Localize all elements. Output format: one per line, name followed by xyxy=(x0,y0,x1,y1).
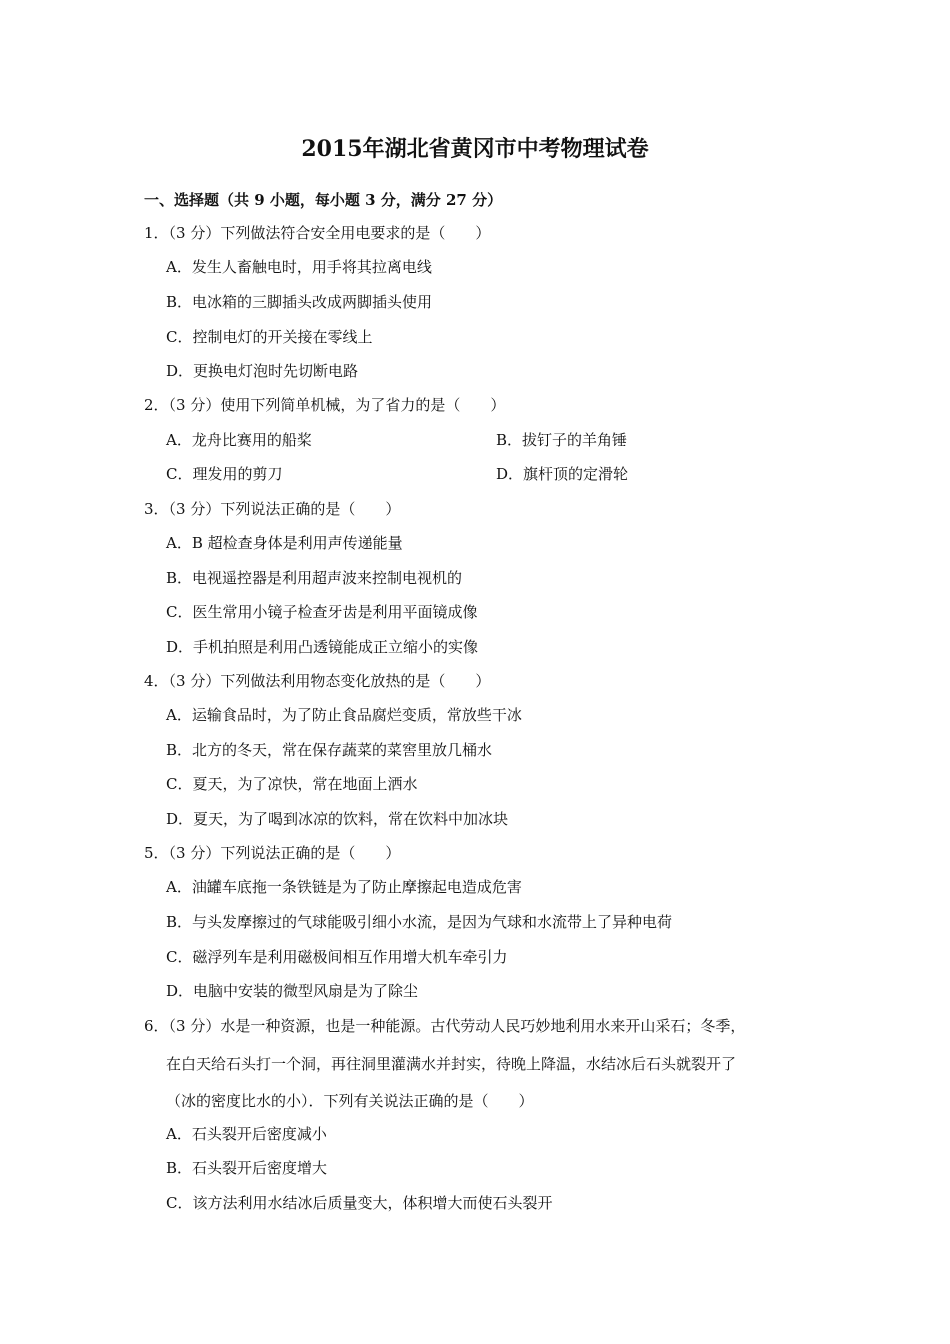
question-2-stem: 2．（3 分）使用下列简单机械，为了省力的是（ ） xyxy=(144,396,506,414)
question-6-option-c: C．该方法利用水结冰后质量变大，体积增大而使石头裂开 xyxy=(166,1194,553,1212)
question-3-option-b: B．电视遥控器是利用超声波来控制电视机的 xyxy=(166,569,463,587)
question-1-option-b: B．电冰箱的三脚插头改成两脚插头使用 xyxy=(166,293,433,311)
question-6-stem-line-1: 6．（3 分）水是一种资源，也是一种能源。古代劳动人民巧妙地利用水来开山采石；冬季， xyxy=(144,1017,746,1035)
question-4-option-b: B．北方的冬天，常在保存蔬菜的菜窖里放几桶水 xyxy=(166,741,493,759)
question-1-option-d: D．更换电灯泡时先切断电路 xyxy=(166,362,359,380)
question-3-option-d: D．手机拍照是利用凸透镜能成正立缩小的实像 xyxy=(166,638,479,656)
question-2-option-d: D．旗杆顶的定滑轮 xyxy=(496,465,629,483)
question-6-option-b: B．石头裂开后密度增大 xyxy=(166,1159,328,1177)
question-5-option-a: A．油罐车底拖一条铁链是为了防止摩擦起电造成危害 xyxy=(166,878,522,896)
question-3-stem: 3．（3 分）下列说法正确的是（ ） xyxy=(144,500,401,518)
question-5-option-b: B．与头发摩擦过的气球能吸引细小水流，是因为气球和水流带上了异种电荷 xyxy=(166,913,673,931)
question-3-option-c: C．医生常用小镜子检查牙齿是利用平面镜成像 xyxy=(166,603,478,621)
question-1-option-a: A．发生人畜触电时，用手将其拉离电线 xyxy=(166,258,432,276)
question-4-stem: 4．（3 分）下列做法利用物态变化放热的是（ ） xyxy=(144,672,491,690)
question-4-option-a: A．运输食品时，为了防止食品腐烂变质，常放些干冰 xyxy=(166,706,522,724)
question-6-stem-line-2: 在白天给石头打一个洞，再往洞里灌满水并封实，待晚上降温，水结冰后石头就裂开了 xyxy=(166,1055,737,1073)
section-heading: 一、选择题（共 9 小题，每小题 3 分，满分 27 分） xyxy=(144,191,503,209)
question-4-option-c: C．夏天，为了凉快，常在地面上洒水 xyxy=(166,775,418,793)
question-6-option-a: A．石头裂开后密度减小 xyxy=(166,1125,327,1143)
question-4-option-d: D．夏天，为了喝到冰凉的饮料，常在饮料中加冰块 xyxy=(166,810,509,828)
question-5-stem: 5．（3 分）下列说法正确的是（ ） xyxy=(144,844,401,862)
question-1-option-c: C．控制电灯的开关接在零线上 xyxy=(166,328,373,346)
question-5-option-c: C．磁浮列车是利用磁极间相互作用增大机车牵引力 xyxy=(166,948,508,966)
question-5-option-d: D．电脑中安装的微型风扇是为了除尘 xyxy=(166,982,419,1000)
question-3-option-a: A．B 超检查身体是利用声传递能量 xyxy=(166,534,403,552)
question-2-option-c: C．理发用的剪刀 xyxy=(166,465,283,483)
question-1-stem: 1．（3 分）下列做法符合安全用电要求的是（ ） xyxy=(144,224,491,242)
question-6-stem-line-3: （冰的密度比水的小）．下列有关说法正确的是（ ） xyxy=(166,1092,534,1110)
question-2-option-a: A．龙舟比赛用的船桨 xyxy=(166,431,312,449)
question-2-option-b: B．拔钉子的羊角锤 xyxy=(496,431,628,449)
page-title: 2015年湖北省黄冈市中考物理试卷 xyxy=(301,136,649,162)
